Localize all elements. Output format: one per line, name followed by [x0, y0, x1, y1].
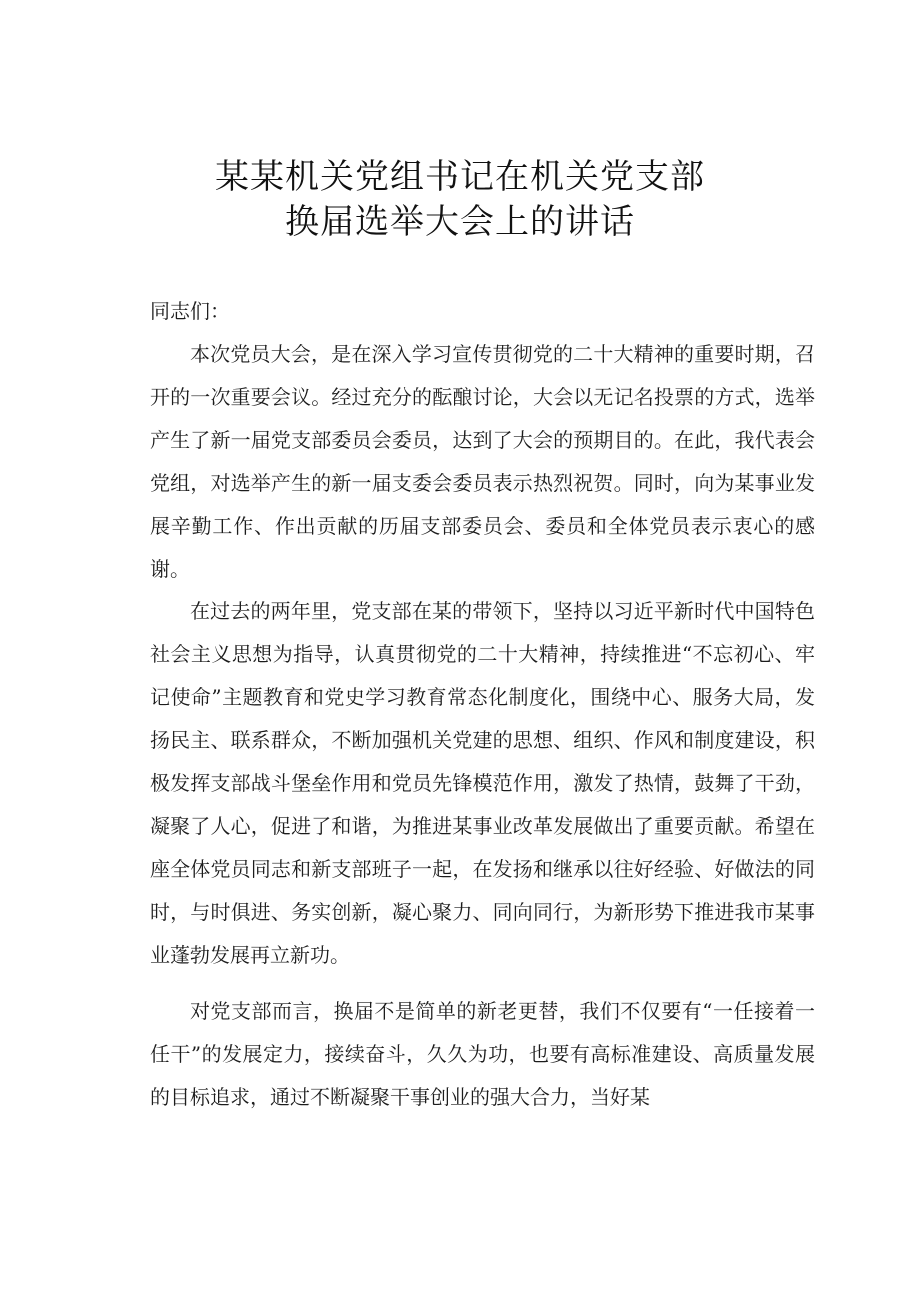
paragraph-text: 在过去的两年里，党支部在某的带领下，坚持以习近平新时代中国特色社会主义思想为指导，认真贯彻党的二十大精神，持续推进“不忘初心、牢记使命”主题教育和党史学习教育常态化制度化，围绕中心、服务大局，发扬民主、联系群众，不断加强机关党建的思想、组织、作风和制度建设，积极发挥支部战斗堡垒作用和党员先锋模范作用，激发了热情，鼓舞了干劲，凝聚了人心，促进了和谐，为推进某事业改革发展做出了重要贡献。希望在座全体党员同志和新支部班子一起，在发扬和继承以往好经验、好做法的同时，与时俱进、务实创新，凝心聚力、同向同行，为新形势下推进我市某事业蓬勃发展再立新功。 — [150, 599, 815, 967]
body-paragraph-2 — [150, 590, 815, 977]
body-paragraph-1 — [150, 333, 815, 591]
paragraph-text: 本次党员大会，是在深入学习宣传贯彻党的二十大精神的重要时期，召开的一次重要会议。经过充分的酝酿讨论，大会以无记名投票的方式，选举产生了新一届党支部委员会委员，达到了大会的预期目的。在此，我代表会党组，对选举产生的新一届支委会委员表示热烈祝贺。同时，向为某事业发展辛勤工作、作出贡献的历届支部委员会、委员和全体党员表示衷心的感谢。 — [150, 342, 815, 581]
body-paragraph-3 — [150, 990, 815, 1119]
document-title-line-2: 换届选举大会上的讲话 — [285, 202, 635, 242]
salutation: 同志们： — [150, 299, 230, 323]
document-title-line-1: 某某机关党组书记在机关党支部 — [215, 157, 705, 197]
paragraph-text: 对党支部而言，换届不是简单的新老更替，我们不仅要有“一任接着一任干”的发展定力，接续奋斗，久久为功，也要有高标准建设、高质量发展的目标追求，通过不断凝聚干事创业的强大合力，当好某 — [150, 999, 815, 1109]
